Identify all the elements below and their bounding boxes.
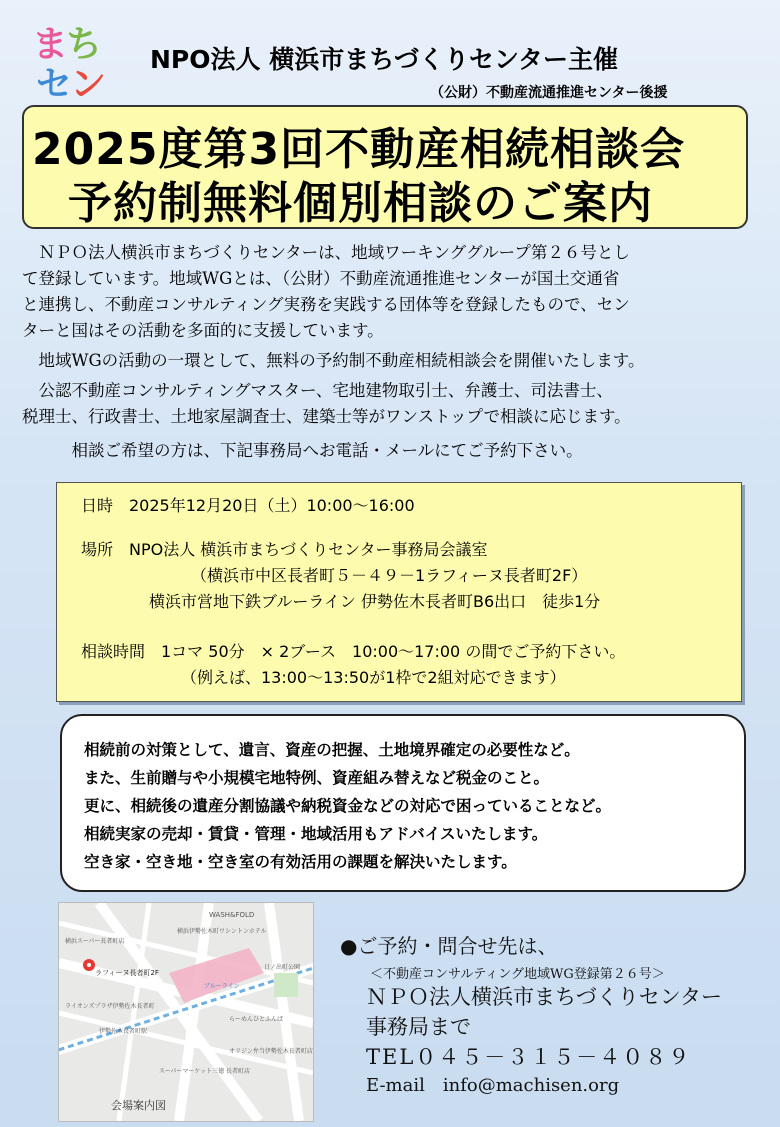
map-label: オリジン弁当伊勢佐木長者町店 — [229, 1048, 313, 1055]
organizer-heading: NPO法人 横浜市まちづくりセンター主催 — [150, 45, 618, 74]
intro-line: 相談ご希望の方は、下記事務局へお電話・メールにてご予約下さい。 — [71, 441, 583, 460]
logo-char: セ — [36, 64, 71, 105]
map-label: スーパーマーケット三徳 長者町店 — [159, 1068, 251, 1075]
map-label: ラフィーヌ長者町2F — [95, 969, 159, 977]
consult-time: 相談時間 1コマ 50分 × 2ブース 10:00～17:00 の間でご予約下さい。 — [81, 642, 626, 661]
title-line-2: 予約制無料個別相談のご案内 — [68, 178, 653, 229]
map-label: 横浜伊勢佐木町ワシントンホテル — [177, 928, 267, 935]
map-label: 横浜スーパー長者町店 — [65, 938, 125, 945]
venue-map — [58, 902, 314, 1122]
logo-char: ン — [70, 64, 105, 105]
contact-heading: ●ご予約・問合せ先は、 — [340, 934, 558, 958]
map-label: ブルーライン — [204, 983, 240, 990]
registration-note: ＜不動産コンサルティング地域WG登録第２６号＞ — [370, 967, 665, 982]
contact-email[interactable]: E-mail info@machisen.org — [366, 1075, 620, 1096]
topic-item: 更に、相続後の遺産分割協議や納税資金などの対応で困っていることなど。 — [84, 797, 612, 815]
event-info-box — [56, 482, 742, 702]
contact-phone[interactable]: TEL０４５－３１５－４０８９ — [366, 1045, 692, 1069]
event-place: 場所 NPO法人 横浜市まちづくりセンター事務局会議室 — [81, 540, 488, 559]
sponsor-note: （公財）不動産流通推進センター後援 — [430, 85, 668, 101]
intro-line: て登録しています。地域WGとは、（公財）不動産流通推進センターが国土交通省 — [22, 269, 620, 288]
contact-office: 事務局まで — [366, 1015, 471, 1039]
logo-char: ま — [32, 24, 67, 65]
consultation-topics — [60, 714, 746, 892]
topic-item: また、生前贈与や小規模宅地特例、資産組み替えなど税金のこと。 — [84, 769, 550, 787]
map-caption: 会場案内図 — [111, 1099, 166, 1112]
intro-line: ＮＰＯ法人横浜市まちづくりセンターは、地域ワーキンググループ第２６号とし — [38, 243, 630, 262]
event-date: 日時 2025年12月20日（土）10:00～16:00 — [81, 496, 415, 515]
intro-line: 地域WGの活動の一環として、無料の予約制不動産相続相談会を開催いたします。 — [38, 351, 645, 370]
topic-item: 相続前の対策として、遺言、資産の把握、土地境界確定の必要性など。 — [84, 741, 580, 759]
map-label: らーめんひとふんば — [229, 1016, 284, 1023]
title-line-1: 2025度第3回不動産相続相談会 — [32, 124, 686, 175]
event-access: 横浜市営地下鉄ブルーライン 伊勢佐木長者町B6出口 徒歩1分 — [149, 592, 601, 611]
event-address: （横浜市中区長者町５－４９－1ラフィーヌ長者町2F） — [191, 566, 588, 585]
intro-line: 税理士、行政書士、土地家屋調査士、建築士等がワンストップで相談に応じます。 — [22, 407, 631, 426]
contact-org: ＮＰＯ法人横浜市まちづくりセンター — [366, 985, 722, 1009]
logo-char: ち — [66, 24, 101, 65]
map-label: 日ノ出町公園 — [264, 964, 301, 971]
map-label: WASH&FOLD — [209, 911, 255, 919]
consult-example: （例えば、13:00～13:50が1枠で2組対応できます） — [181, 668, 566, 687]
intro-line: ターと国はその活動を多面的に支援しています。 — [22, 321, 384, 340]
machisen-logo — [32, 16, 142, 106]
intro-text — [22, 240, 762, 464]
map-label: 伊勢佐木長者町駅 — [99, 1028, 148, 1035]
map-label: ライオンズプラザ伊勢佐木長者町 — [65, 1003, 155, 1010]
map-graphic — [59, 903, 313, 1121]
contact-block — [340, 930, 722, 1100]
title-banner — [22, 105, 748, 229]
intro-line: 公認不動産コンサルティングマスター、宅地建物取引士、弁護士、司法書士、 — [38, 381, 613, 400]
topic-item: 空き家・空き地・空き室の有効活用の課題を解決いたします。 — [84, 853, 517, 871]
intro-line: と連携し、不動産コンサルティング実務を実践する団体等を登録したもので、セン — [22, 295, 630, 314]
topic-item: 相続実家の売却・賃貸・管理・地域活用もアドバイスいたします。 — [84, 825, 548, 843]
